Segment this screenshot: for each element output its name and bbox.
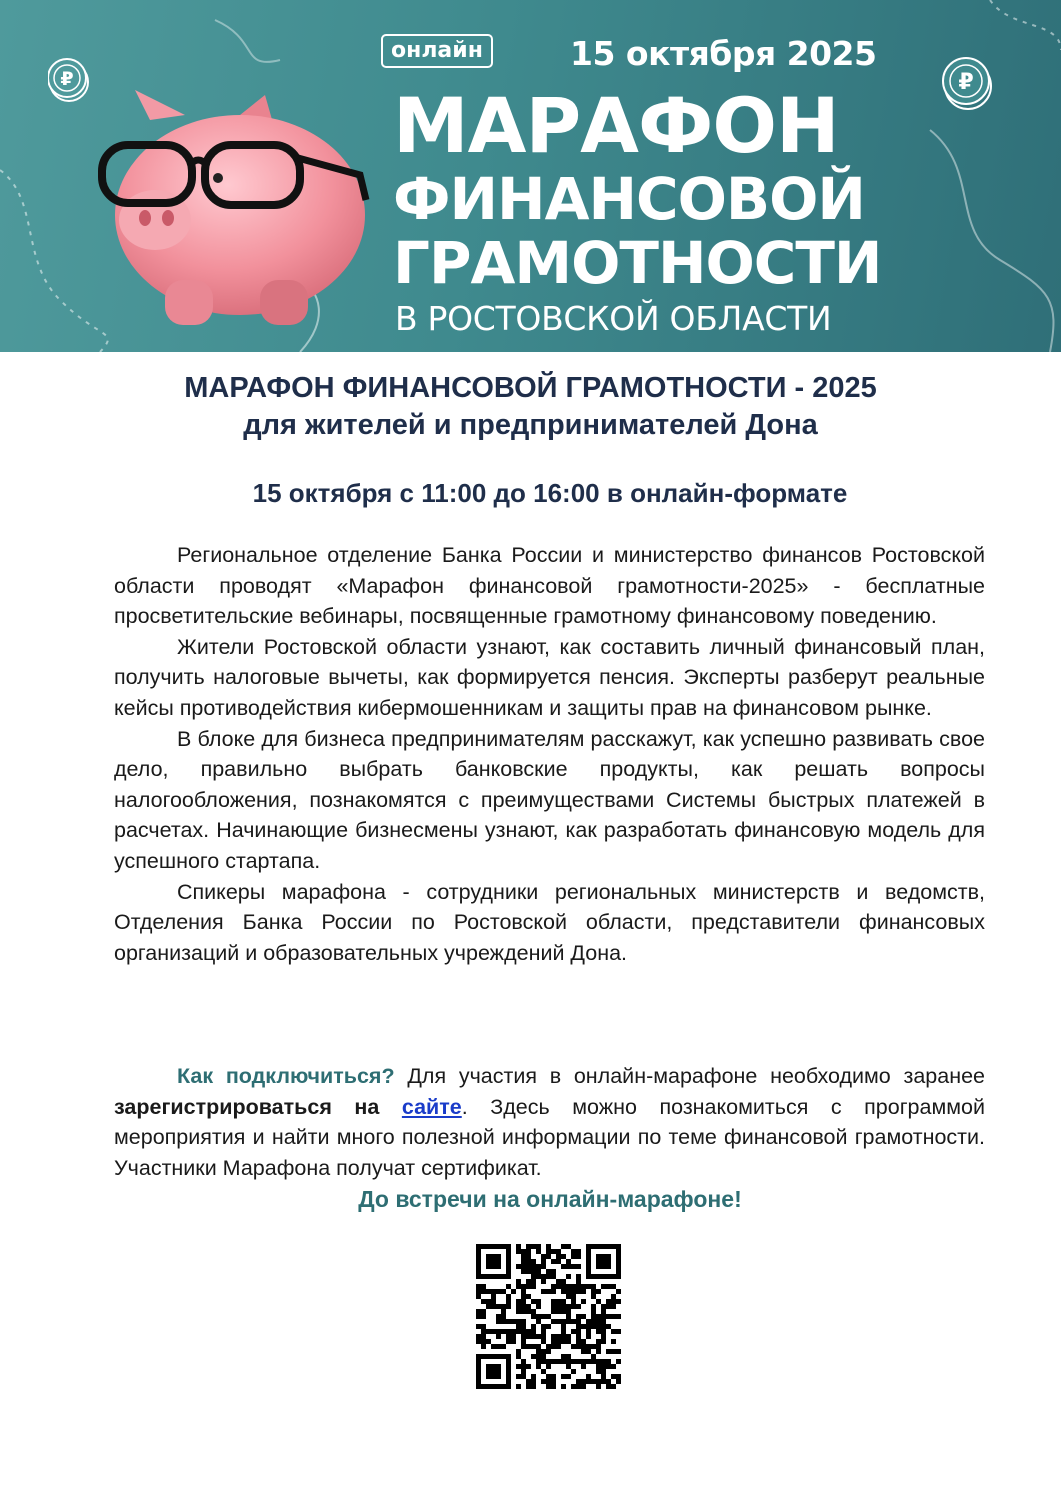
- ruble-coin-icon: [48, 55, 90, 105]
- closing-text: До встречи на онлайн-марафоне!: [358, 1186, 742, 1212]
- connect-question: Как подключиться?: [177, 1064, 395, 1088]
- site-link[interactable]: сайте: [401, 1094, 462, 1119]
- qr-finder-pattern: [589, 1247, 619, 1277]
- online-badge: онлайн: [381, 34, 493, 68]
- page-subtitle: для жителей и предпринимателей Дона: [243, 409, 818, 441]
- qr-finder-pattern: [479, 1357, 509, 1387]
- paragraph: Жители Ростовской области узнают, как составить личный финансовый план, получить налоговые вычеты, как формируется пенсия. Эксперты разберут реальные кейсы противодействия кибермошенникам и защиты прав на финансовом рынке.: [114, 634, 985, 720]
- paragraph: В блоке для бизнеса предпринимателям расскажут, как успешно развивать свое дело, правильно выбрать банковские продукты, как решать вопросы налогообложения, познакомятся с преимуществами Системы быстрых платежей в расчетах. Начинающие бизнесмены узнают, как разработать финансовую модель для успешного стартапа.: [114, 726, 985, 873]
- header-banner: [0, 0, 1061, 352]
- svg-text:₽: ₽: [958, 70, 974, 95]
- description: [114, 540, 985, 968]
- ruble-coin-icon: [942, 55, 994, 111]
- banner-date: 15 октября 2025: [570, 34, 877, 73]
- banner-subtitle: В РОСТОВСКОЙ ОБЛАСТИ: [395, 299, 832, 338]
- banner-title-line2: ФИНАНСОВОЙ: [393, 165, 865, 233]
- banner-title-line1: МАРАФОН: [393, 81, 839, 170]
- qr-code[interactable]: [476, 1244, 621, 1389]
- piggy-bank-illustration: [90, 90, 380, 340]
- connect-text-after: . Здесь можно познакомиться с программой мероприятия и найти много полезной информации по теме финансовой грамотности. Участники Марафона получат сертификат.: [114, 1094, 985, 1180]
- register-label: зарегистрироваться на: [114, 1094, 380, 1119]
- connect-text: Для участия в онлайн-марафоне необходимо заранее: [394, 1064, 985, 1088]
- qr-finder-pattern: [479, 1247, 509, 1277]
- paragraph: Региональное отделение Банка России и министерство финансов Ростовской области проводят «Марафон финансовой грамотности-2025» - бесплатные просветительские вебинары, посвященные грамотному финансовому поведению.: [114, 543, 985, 629]
- connect-paragraph: [114, 1061, 985, 1183]
- connect-section: [114, 1061, 985, 1183]
- event-schedule: 15 октября с 11:00 до 16:00 в онлайн-формате: [252, 478, 848, 508]
- paragraph: Спикеры марафона - сотрудники региональных министерств и ведомств, Отделения Банка России по Ростовской области, представители финансовых организаций и образовательных учреждений Дона.: [114, 879, 985, 965]
- page-title: МАРАФОН ФИНАНСОВОЙ ГРАМОТНОСТИ - 2025: [184, 372, 877, 404]
- svg-text:₽: ₽: [60, 68, 74, 90]
- banner-title-line3: ГРАМОТНОСТИ: [393, 229, 882, 297]
